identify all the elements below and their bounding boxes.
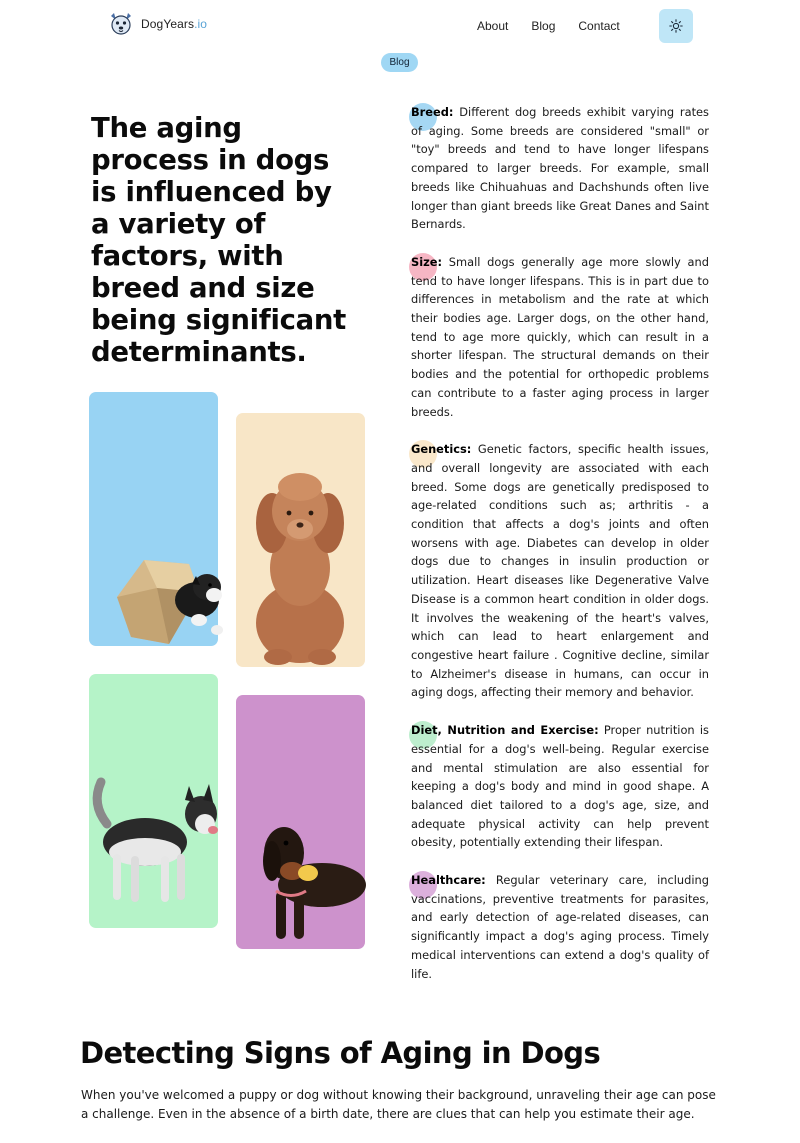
category-tag[interactable]: Blog <box>381 53 418 72</box>
dog-logo-icon <box>107 10 135 38</box>
factor-genetics <box>411 440 709 702</box>
factor-label: Healthcare: <box>411 873 486 888</box>
logo[interactable] <box>107 10 207 38</box>
page-headline: The aging process in dogs is influenced by a variety of factors, with breed and size being significant determinants. <box>91 112 346 368</box>
factor-breed <box>411 103 709 234</box>
image-card-puppy-box <box>89 392 218 646</box>
poodle-image <box>236 413 365 667</box>
factor-healthcare <box>411 871 709 983</box>
main-nav <box>477 19 643 33</box>
logo-text <box>141 17 207 31</box>
factor-text: Genetic factors, specific health issues, and overall longevity are associated with each breed. Some dogs are genetically predisposed to age-related conditions such as; arthritis - a condition that affects a dog's joints and often worsens with age. Diabetes can develop in older dogs due to changes in insulin production or utilization. Heart diseases like Degenerative Valve Disease is a common heart condition in older dogs. It involves the weakening of the heart's valves, which can lead to heart enlargement and congestive heart failure . Cognitive decline, similar to Alzheimer's disease in humans, can occur in aging dogs, affecting their memory and behavior. <box>411 442 709 700</box>
nav-blog[interactable]: Blog <box>531 19 556 33</box>
factor-label: Size: <box>411 254 443 269</box>
image-card-dachshund <box>236 695 365 949</box>
nav-contact[interactable]: Contact <box>578 19 620 33</box>
site-header <box>0 0 800 54</box>
puppy-in-box-image <box>89 392 218 646</box>
image-card-husky <box>89 674 218 928</box>
husky-image <box>89 674 218 928</box>
factor-label: Diet, Nutrition and Exercise: <box>411 723 599 738</box>
factor-size <box>411 253 709 421</box>
section-title: Detecting Signs of Aging in Dogs <box>80 1036 601 1070</box>
factor-diet <box>411 721 709 852</box>
factor-label: Genetics: <box>411 442 472 457</box>
logo-text-accent: .io <box>194 17 208 31</box>
factor-text: Different dog breeds exhibit varying rates of aging. Some breeds are considered "small" or "toy" breeds and tend to have longer lifespans compared to larger breeds. For example, small breeds like Chihuahuas and Dachshunds often live longer than giant breeds like Great Danes and Saint Bernards. <box>411 105 709 232</box>
factor-text: Proper nutrition is essential for a dog's well-being. Regular exercise and mental stimulation are also essential for keeping a dog's body and mind in good shape. A balanced diet tailored to a dog's age, size, and adequate physical activity can help prevent obesity, potentially extending their lifespan. <box>411 723 709 850</box>
image-card-poodle <box>236 413 365 667</box>
sun-icon <box>669 19 683 33</box>
theme-toggle-button[interactable] <box>659 9 693 43</box>
factor-text: Small dogs generally age more slowly and tend to have longer lifespans. This is in part due to differences in metabolism and the rate at which their bodies age. Larger dogs, on the other hand, tend to age more quickly, which can result in a shorter lifespan. The structural demands on their bodies and the potential for orthopedic problems can contribute to a faster aging process in larger breeds. <box>411 254 709 419</box>
factors-list <box>411 103 709 1002</box>
section-intro: When you've welcomed a puppy or dog without knowing their background, unraveling their age can pose a challenge. Even in the absence of a birth date, there are clues that can help you estimate their age. <box>81 1088 716 1121</box>
factor-label: Breed: <box>411 105 454 119</box>
dachshund-image <box>236 695 365 949</box>
nav-about[interactable]: About <box>477 19 509 33</box>
factor-text: Regular veterinary care, including vaccinations, preventive treatments for parasites, and early detection of age-related diseases, can significantly impact a dog's aging process. Timely medical interventions can extend a dog's quality of life. <box>411 873 709 981</box>
logo-text-main: DogYears <box>141 17 195 31</box>
